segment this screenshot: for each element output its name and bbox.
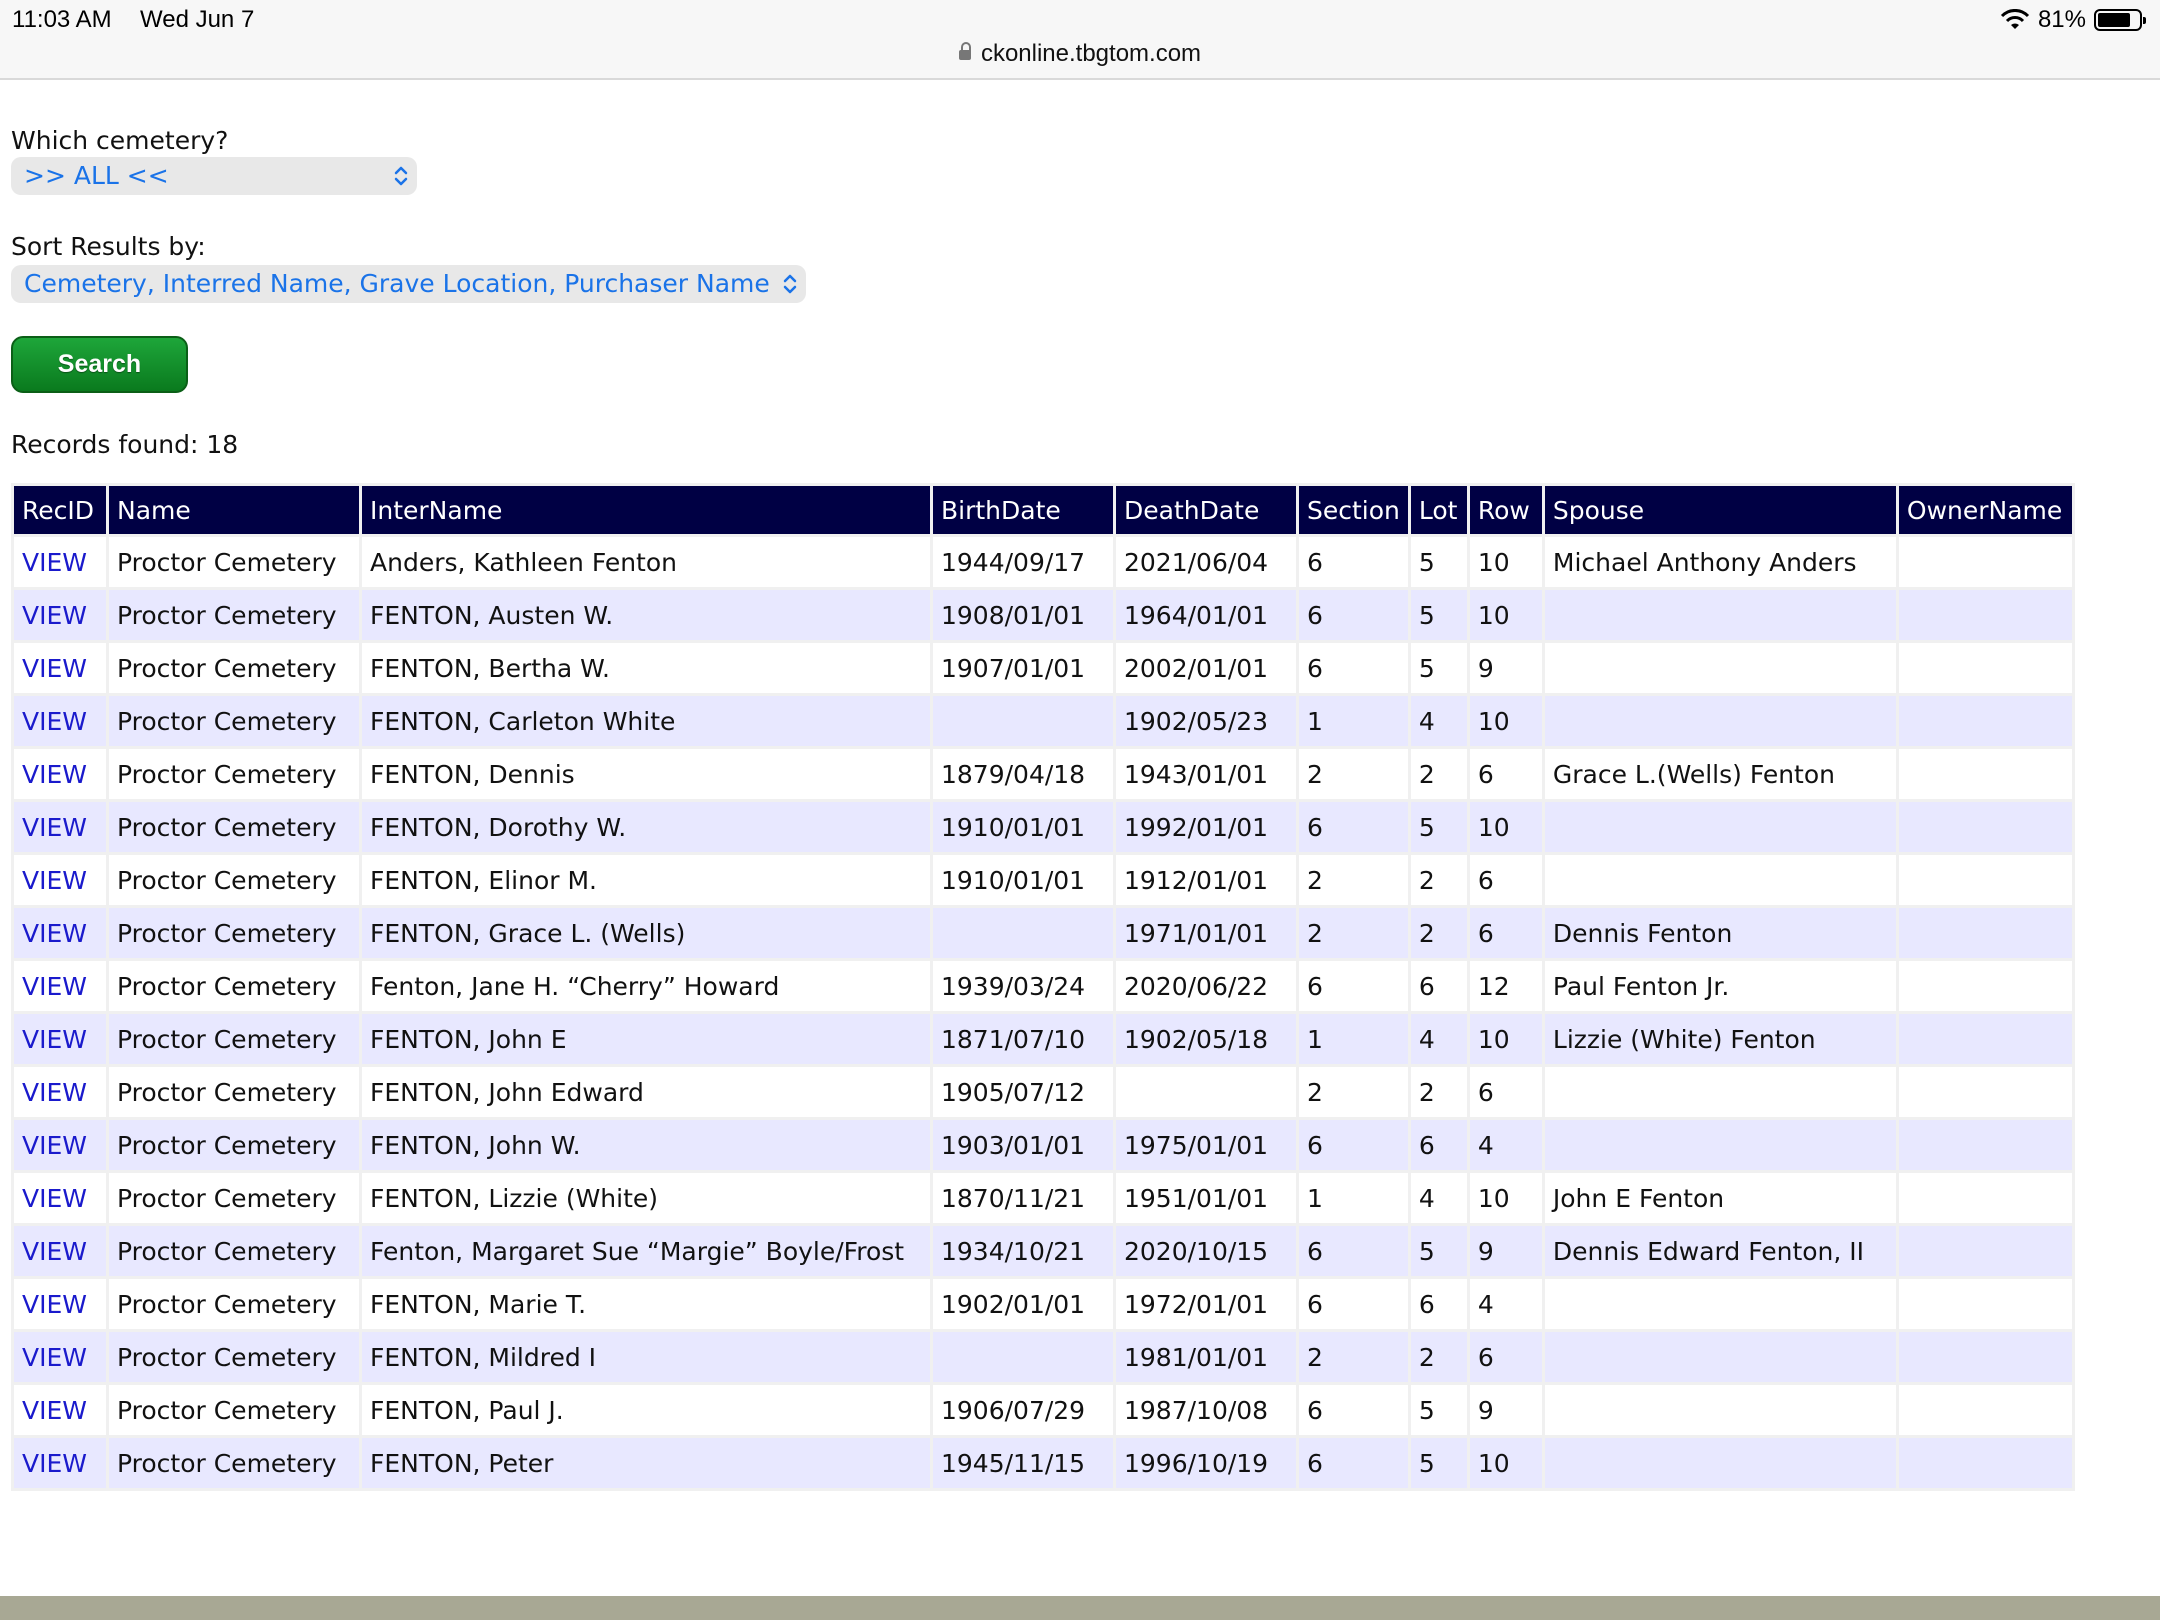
table-row	[14, 1385, 2072, 1435]
cell-birthdate	[933, 908, 1113, 958]
address-bar[interactable]	[0, 40, 2160, 68]
view-link[interactable]: VIEW	[14, 1385, 106, 1435]
view-link[interactable]: VIEW	[14, 1014, 106, 1064]
cell-intername: FENTON, Marie T.	[362, 1279, 930, 1329]
view-link[interactable]: VIEW	[14, 643, 106, 693]
cell-spouse	[1545, 802, 1896, 852]
cell-intername: FENTON, Grace L. (Wells)	[362, 908, 930, 958]
cell-section: 2	[1299, 1332, 1408, 1382]
cell-birthdate: 1907/01/01	[933, 643, 1113, 693]
cell-deathdate: 1902/05/18	[1116, 1014, 1296, 1064]
cell-intername: FENTON, Dorothy W.	[362, 802, 930, 852]
cell-deathdate	[1116, 1067, 1296, 1117]
cell-ownername	[1899, 1014, 2072, 1064]
search-button[interactable]: Search	[11, 336, 188, 393]
cell-intername: FENTON, Austen W.	[362, 590, 930, 640]
cell-lot: 6	[1411, 961, 1467, 1011]
cell-name: Proctor Cemetery	[109, 1173, 359, 1223]
sort-select[interactable]	[11, 265, 806, 303]
cell-row: 9	[1470, 643, 1542, 693]
table-row	[14, 1120, 2072, 1170]
cell-birthdate: 1939/03/24	[933, 961, 1113, 1011]
cell-lot: 5	[1411, 643, 1467, 693]
cell-section: 6	[1299, 1438, 1408, 1488]
column-header-name: Name	[109, 486, 359, 534]
cell-row: 10	[1470, 1438, 1542, 1488]
cell-spouse: John E Fenton	[1545, 1173, 1896, 1223]
view-link[interactable]: VIEW	[14, 749, 106, 799]
cell-section: 2	[1299, 1067, 1408, 1117]
cell-name: Proctor Cemetery	[109, 1385, 359, 1435]
cell-spouse	[1545, 855, 1896, 905]
cell-spouse	[1545, 643, 1896, 693]
cell-deathdate: 1971/01/01	[1116, 908, 1296, 958]
table-row	[14, 643, 2072, 693]
cell-deathdate: 1902/05/23	[1116, 696, 1296, 746]
column-header-lot: Lot	[1411, 486, 1467, 534]
results-table	[11, 483, 2075, 1491]
cell-name: Proctor Cemetery	[109, 749, 359, 799]
cell-birthdate	[933, 1332, 1113, 1382]
cell-deathdate: 2020/10/15	[1116, 1226, 1296, 1276]
cell-name: Proctor Cemetery	[109, 1067, 359, 1117]
cell-section: 6	[1299, 643, 1408, 693]
column-header-spouse: Spouse	[1545, 486, 1896, 534]
cell-lot: 2	[1411, 908, 1467, 958]
status-time: 11:03 AM	[12, 6, 112, 33]
cell-ownername	[1899, 802, 2072, 852]
column-header-birthdate: BirthDate	[933, 486, 1113, 534]
view-link[interactable]: VIEW	[14, 1120, 106, 1170]
cell-birthdate: 1879/04/18	[933, 749, 1113, 799]
cell-deathdate: 1975/01/01	[1116, 1120, 1296, 1170]
chevron-updown-icon	[393, 163, 409, 189]
cell-row: 6	[1470, 1067, 1542, 1117]
table-row	[14, 908, 2072, 958]
cell-row: 10	[1470, 1173, 1542, 1223]
wifi-icon	[2000, 9, 2030, 31]
cell-lot: 4	[1411, 1173, 1467, 1223]
cell-spouse	[1545, 1332, 1896, 1382]
cell-name: Proctor Cemetery	[109, 1014, 359, 1064]
table-row	[14, 802, 2072, 852]
cell-section: 2	[1299, 855, 1408, 905]
cell-lot: 5	[1411, 1226, 1467, 1276]
cell-birthdate: 1905/07/12	[933, 1067, 1113, 1117]
cell-section: 1	[1299, 696, 1408, 746]
column-header-row: Row	[1470, 486, 1542, 534]
cell-deathdate: 2021/06/04	[1116, 537, 1296, 587]
cell-birthdate: 1944/09/17	[933, 537, 1113, 587]
cell-ownername	[1899, 1438, 2072, 1488]
cell-intername: FENTON, Mildred I	[362, 1332, 930, 1382]
cell-section: 6	[1299, 1226, 1408, 1276]
cell-deathdate: 1943/01/01	[1116, 749, 1296, 799]
cell-intername: FENTON, Carleton White	[362, 696, 930, 746]
cell-spouse: Paul Fenton Jr.	[1545, 961, 1896, 1011]
table-row	[14, 696, 2072, 746]
cell-ownername	[1899, 908, 2072, 958]
table-row	[14, 1279, 2072, 1329]
cell-ownername	[1899, 855, 2072, 905]
cell-spouse	[1545, 1438, 1896, 1488]
table-row	[14, 961, 2072, 1011]
cell-name: Proctor Cemetery	[109, 1332, 359, 1382]
cell-row: 10	[1470, 590, 1542, 640]
view-link[interactable]: VIEW	[14, 802, 106, 852]
cell-deathdate: 1996/10/19	[1116, 1438, 1296, 1488]
cell-name: Proctor Cemetery	[109, 855, 359, 905]
cemetery-select-value: >> ALL <<	[24, 161, 169, 190]
cell-section: 6	[1299, 537, 1408, 587]
sort-label: Sort Results by:	[11, 232, 206, 261]
cell-lot: 2	[1411, 1067, 1467, 1117]
cell-lot: 6	[1411, 1279, 1467, 1329]
cell-deathdate: 1981/01/01	[1116, 1332, 1296, 1382]
table-row	[14, 855, 2072, 905]
cell-lot: 4	[1411, 1014, 1467, 1064]
cell-intername: FENTON, Bertha W.	[362, 643, 930, 693]
table-row	[14, 1438, 2072, 1488]
cell-row: 12	[1470, 961, 1542, 1011]
cell-row: 4	[1470, 1279, 1542, 1329]
cell-birthdate: 1910/01/01	[933, 802, 1113, 852]
cell-name: Proctor Cemetery	[109, 537, 359, 587]
cell-row: 10	[1470, 1014, 1542, 1064]
url-text: ckonline.tbgtom.com	[980, 40, 1202, 67]
cell-spouse: Lizzie (White) Fenton	[1545, 1014, 1896, 1064]
cell-row: 10	[1470, 696, 1542, 746]
cell-ownername	[1899, 1332, 2072, 1382]
cell-row: 6	[1470, 1332, 1542, 1382]
cell-name: Proctor Cemetery	[109, 696, 359, 746]
view-link[interactable]: VIEW	[14, 1226, 106, 1276]
cell-spouse	[1545, 1120, 1896, 1170]
cell-row: 10	[1470, 802, 1542, 852]
cell-lot: 5	[1411, 1438, 1467, 1488]
cell-ownername	[1899, 961, 2072, 1011]
cemetery-select[interactable]	[11, 157, 417, 195]
view-link[interactable]: VIEW	[14, 1173, 106, 1223]
cell-row: 9	[1470, 1385, 1542, 1435]
cell-section: 6	[1299, 802, 1408, 852]
cell-spouse: Grace L.(Wells) Fenton	[1545, 749, 1896, 799]
cell-name: Proctor Cemetery	[109, 961, 359, 1011]
cemetery-label: Which cemetery?	[11, 126, 229, 155]
footer-band	[0, 1596, 2160, 1620]
cell-ownername	[1899, 696, 2072, 746]
cell-deathdate: 1992/01/01	[1116, 802, 1296, 852]
column-header-ownername: OwnerName	[1899, 486, 2072, 534]
status-date: Wed Jun 7	[140, 6, 255, 33]
sort-select-value: Cemetery, Interred Name, Grave Location, Purchaser Name	[24, 269, 770, 298]
cell-ownername	[1899, 643, 2072, 693]
records-found: Records found: 18	[11, 430, 239, 459]
cell-row: 6	[1470, 855, 1542, 905]
cell-intername: FENTON, John Edward	[362, 1067, 930, 1117]
view-link[interactable]: VIEW	[14, 1279, 106, 1329]
cell-spouse	[1545, 1385, 1896, 1435]
cell-birthdate: 1910/01/01	[933, 855, 1113, 905]
cell-intername: FENTON, Elinor M.	[362, 855, 930, 905]
cell-spouse: Dennis Edward Fenton, II	[1545, 1226, 1896, 1276]
cell-birthdate	[933, 696, 1113, 746]
table-row	[14, 749, 2072, 799]
cell-birthdate: 1902/01/01	[933, 1279, 1113, 1329]
cell-spouse	[1545, 1279, 1896, 1329]
table-row	[14, 1014, 2072, 1064]
cell-intername: FENTON, Paul J.	[362, 1385, 930, 1435]
cell-intername: Fenton, Jane H. “Cherry” Howard	[362, 961, 930, 1011]
cell-ownername	[1899, 1279, 2072, 1329]
cell-name: Proctor Cemetery	[109, 590, 359, 640]
view-link[interactable]: VIEW	[14, 855, 106, 905]
cell-section: 6	[1299, 590, 1408, 640]
view-link[interactable]: VIEW	[14, 1067, 106, 1117]
cell-lot: 2	[1411, 749, 1467, 799]
view-link[interactable]: VIEW	[14, 908, 106, 958]
cell-section: 6	[1299, 1120, 1408, 1170]
table-row	[14, 1332, 2072, 1382]
cell-name: Proctor Cemetery	[109, 1438, 359, 1488]
cell-ownername	[1899, 537, 2072, 587]
cell-name: Proctor Cemetery	[109, 1226, 359, 1276]
cell-spouse: Dennis Fenton	[1545, 908, 1896, 958]
cell-ownername	[1899, 749, 2072, 799]
cell-spouse	[1545, 590, 1896, 640]
cell-intername: FENTON, Peter	[362, 1438, 930, 1488]
cell-deathdate: 1972/01/01	[1116, 1279, 1296, 1329]
battery-percent: 81%	[2037, 6, 2086, 33]
cell-intername: Fenton, Margaret Sue “Margie” Boyle/Frost	[362, 1226, 930, 1276]
cell-birthdate: 1906/07/29	[933, 1385, 1113, 1435]
column-header-deathdate: DeathDate	[1116, 486, 1296, 534]
table-row	[14, 1067, 2072, 1117]
view-link[interactable]: VIEW	[14, 961, 106, 1011]
cell-section: 2	[1299, 749, 1408, 799]
table-header-row	[14, 486, 2072, 534]
cell-section: 6	[1299, 961, 1408, 1011]
cell-row: 9	[1470, 1226, 1542, 1276]
cell-intername: Anders, Kathleen Fenton	[362, 537, 930, 587]
lock-icon	[959, 50, 971, 60]
cell-section: 1	[1299, 1173, 1408, 1223]
cell-name: Proctor Cemetery	[109, 643, 359, 693]
cell-lot: 5	[1411, 537, 1467, 587]
cell-row: 6	[1470, 908, 1542, 958]
cell-intername: FENTON, Dennis	[362, 749, 930, 799]
cell-lot: 6	[1411, 1120, 1467, 1170]
table-row	[14, 1173, 2072, 1223]
cell-lot: 5	[1411, 1385, 1467, 1435]
cell-lot: 5	[1411, 802, 1467, 852]
cell-deathdate: 1951/01/01	[1116, 1173, 1296, 1223]
table-row	[14, 1226, 2072, 1276]
cell-lot: 4	[1411, 696, 1467, 746]
cell-lot: 2	[1411, 1332, 1467, 1382]
cell-ownername	[1899, 1385, 2072, 1435]
cell-birthdate: 1903/01/01	[933, 1120, 1113, 1170]
cell-deathdate: 1964/01/01	[1116, 590, 1296, 640]
view-link[interactable]: VIEW	[14, 537, 106, 587]
column-header-recid: RecID	[14, 486, 106, 534]
cell-deathdate: 1912/01/01	[1116, 855, 1296, 905]
cell-birthdate: 1871/07/10	[933, 1014, 1113, 1064]
view-link[interactable]: VIEW	[14, 696, 106, 746]
cell-deathdate: 1987/10/08	[1116, 1385, 1296, 1435]
cell-section: 2	[1299, 908, 1408, 958]
cell-section: 6	[1299, 1385, 1408, 1435]
column-header-intername: InterName	[362, 486, 930, 534]
cell-birthdate: 1908/01/01	[933, 590, 1113, 640]
cell-intername: FENTON, John W.	[362, 1120, 930, 1170]
cell-row: 4	[1470, 1120, 1542, 1170]
view-link[interactable]: VIEW	[14, 1332, 106, 1382]
cell-row: 10	[1470, 537, 1542, 587]
cell-name: Proctor Cemetery	[109, 908, 359, 958]
cell-section: 6	[1299, 1279, 1408, 1329]
cell-lot: 5	[1411, 590, 1467, 640]
cell-birthdate: 1945/11/15	[933, 1438, 1113, 1488]
cell-intername: FENTON, Lizzie (White)	[362, 1173, 930, 1223]
cell-deathdate: 2002/01/01	[1116, 643, 1296, 693]
cell-birthdate: 1870/11/21	[933, 1173, 1113, 1223]
cell-ownername	[1899, 1120, 2072, 1170]
cell-row: 6	[1470, 749, 1542, 799]
chevron-updown-icon	[782, 271, 798, 297]
column-header-section: Section	[1299, 486, 1408, 534]
cell-name: Proctor Cemetery	[109, 1279, 359, 1329]
cell-ownername	[1899, 1067, 2072, 1117]
browser-status-bar	[0, 0, 2160, 80]
cell-name: Proctor Cemetery	[109, 802, 359, 852]
cell-name: Proctor Cemetery	[109, 1120, 359, 1170]
status-indicators	[2000, 6, 2142, 34]
cell-birthdate: 1934/10/21	[933, 1226, 1113, 1276]
view-link[interactable]: VIEW	[14, 590, 106, 640]
table-row	[14, 590, 2072, 640]
cell-ownername	[1899, 1226, 2072, 1276]
cell-deathdate: 2020/06/22	[1116, 961, 1296, 1011]
view-link[interactable]: VIEW	[14, 1438, 106, 1488]
cell-section: 1	[1299, 1014, 1408, 1064]
table-row	[14, 537, 2072, 587]
cell-ownername	[1899, 1173, 2072, 1223]
battery-icon	[2094, 9, 2142, 31]
cell-ownername	[1899, 590, 2072, 640]
table-body	[14, 537, 2072, 1488]
cell-spouse	[1545, 696, 1896, 746]
cell-spouse: Michael Anthony Anders	[1545, 537, 1896, 587]
cell-intername: FENTON, John E	[362, 1014, 930, 1064]
cell-spouse	[1545, 1067, 1896, 1117]
cell-lot: 2	[1411, 855, 1467, 905]
